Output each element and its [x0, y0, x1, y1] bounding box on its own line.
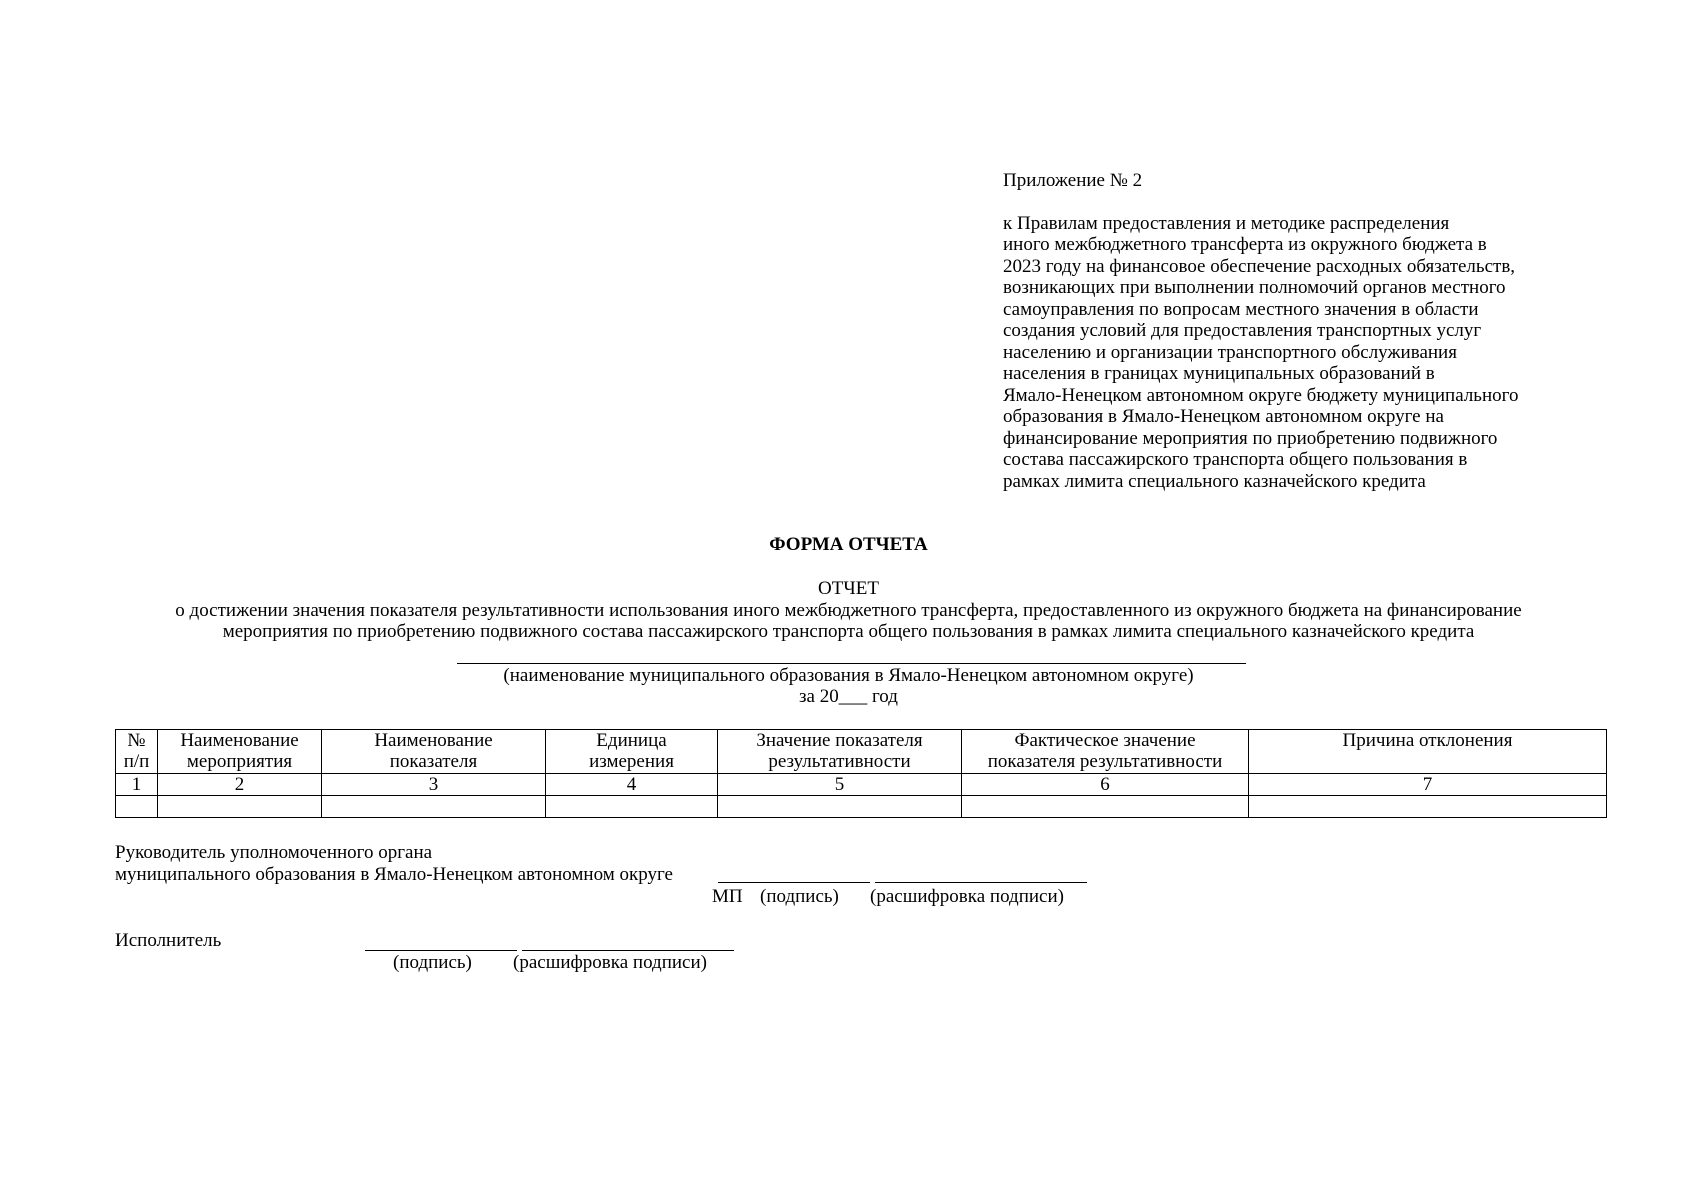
column-number: 6 — [962, 774, 1249, 796]
header-cell-number: № п/п — [116, 730, 158, 774]
table-cell — [1249, 796, 1607, 818]
table-row — [116, 796, 1607, 818]
table-cell — [158, 796, 322, 818]
executor-decoding-caption: (расшифровка подписи) — [513, 952, 707, 973]
executor-label: Исполнитель — [115, 930, 222, 951]
appendix-line: Ямало-Ненецком автономном округе бюджету муниципального — [1003, 384, 1519, 406]
head-title-line-2: муниципального образования в Ямало-Ненецком автономном округе — [115, 863, 673, 885]
report-table — [115, 729, 1607, 818]
head-title-line-1: Руководитель уполномоченного органа — [115, 842, 433, 863]
appendix-block — [1003, 170, 1603, 492]
head-signature-caption: (подпись) — [760, 886, 839, 907]
report-title: ОТЧЕТ — [818, 578, 879, 599]
appendix-line: населению и организации транспортного обслуживания — [1003, 341, 1457, 363]
table-header-row — [116, 730, 1607, 774]
table-column-number-row — [116, 774, 1607, 796]
appendix-line: образования в Ямало-Ненецком автономном округе на — [1003, 406, 1444, 427]
appendix-line: финансирование мероприятия по приобретению подвижного — [1003, 427, 1498, 449]
column-number: 1 — [116, 774, 158, 796]
report-subtitle-line-1: о достижении значения показателя результативности использования иного межбюджетного трансферта, предоставленного из окружного бюджета на финансирование — [175, 599, 1522, 621]
header-cell-unit: Единица измерения — [546, 730, 718, 774]
table-cell — [116, 796, 158, 818]
stamp-label: МП — [712, 886, 743, 907]
head-signature-line — [718, 882, 870, 883]
executor-decoding-line — [522, 950, 734, 951]
head-decoding-line — [875, 882, 1087, 883]
appendix-line: возникающих при выполнении полномочий органов местного — [1003, 277, 1506, 298]
form-title: ФОРМА ОТЧЕТА — [769, 534, 928, 555]
column-number: 3 — [322, 774, 546, 796]
table-cell — [718, 796, 962, 818]
column-number: 2 — [158, 774, 322, 796]
municipality-blank-line — [457, 663, 1246, 664]
header-cell-indicator: Наименование показателя — [322, 730, 546, 774]
head-decoding-caption: (расшифровка подписи) — [870, 886, 1064, 907]
appendix-line: 2023 году на финансовое обеспечение расходных обязательств, — [1003, 255, 1516, 277]
appendix-line: рамках лимита специального казначейского кредита — [1003, 470, 1426, 492]
table-cell — [546, 796, 718, 818]
appendix-line: самоуправления по вопросам местного значения в области — [1003, 298, 1479, 320]
column-number: 4 — [546, 774, 718, 796]
appendix-number: Приложение № 2 — [1003, 170, 1143, 191]
appendix-line: иного межбюджетного трансферта из окружного бюджета в — [1003, 234, 1487, 255]
appendix-line: состава пассажирского транспорта общего пользования в — [1003, 449, 1468, 470]
column-number: 7 — [1249, 774, 1607, 796]
header-cell-deviation-reason: Причина отклонения — [1249, 730, 1607, 774]
report-subtitle-line-2: мероприятия по приобретению подвижного состава пассажирского транспорта общего пользования в рамках лимита специального казначейского кредита — [222, 621, 1475, 642]
header-cell-activity: Наименование мероприятия — [158, 730, 322, 774]
table-cell — [322, 796, 546, 818]
table-cell — [962, 796, 1249, 818]
header-cell-actual-value: Фактическое значение показателя результативности — [962, 730, 1249, 774]
appendix-line: создания условий для предоставления транспортных услуг — [1003, 320, 1482, 341]
column-number: 5 — [718, 774, 962, 796]
executor-signature-caption: (подпись) — [393, 952, 472, 973]
header-cell-target-value: Значение показателя результативности — [718, 730, 962, 774]
report-heading — [0, 578, 1697, 643]
head-signature-block — [115, 842, 673, 885]
municipality-caption: (наименование муниципального образования в Ямало-Ненецком автономном округе) — [503, 665, 1194, 686]
executor-signature-line — [365, 950, 517, 951]
appendix-line: к Правилам предоставления и методике распределения — [1003, 212, 1450, 234]
report-year: за 20___ год — [799, 686, 898, 707]
appendix-line: населения в границах муниципальных образований в — [1003, 363, 1435, 384]
